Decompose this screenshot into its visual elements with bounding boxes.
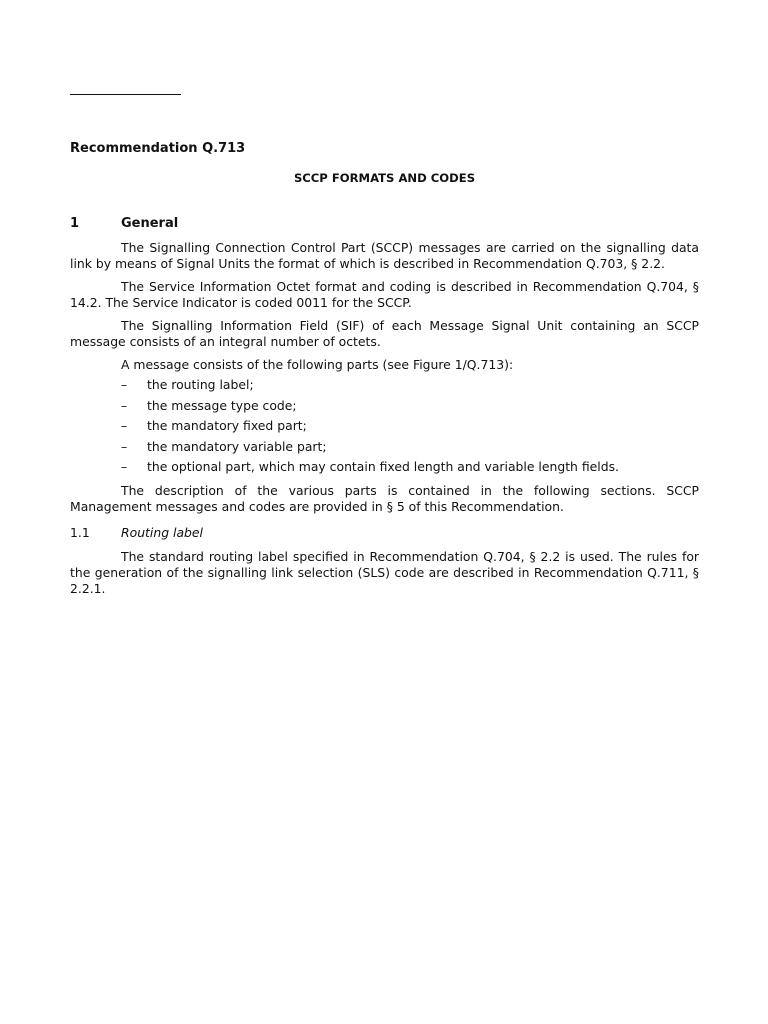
section-1-1-number: 1.1 — [70, 525, 90, 540]
paragraph-routing-label: The standard routing label specified in Recommendation Q.704, § 2.2 is used. The rules for the generation of the signalling link selection (SLS) code are described in Recommendation Q.711, § 2.2.1. — [70, 549, 699, 596]
paragraph-signalling-information-field: The Signalling Information Field (SIF) of each Message Signal Unit containing an SCCP message consists of an integral number of octets. — [70, 318, 699, 349]
document-title: SCCP FORMATS AND CODES — [293, 171, 476, 185]
list-item — [121, 398, 297, 413]
section-1-number: 1 — [70, 216, 80, 231]
list-item — [121, 418, 307, 433]
list-item-text: the optional part, which may contain fixed length and variable length fields. — [147, 459, 619, 474]
section-1-1-title: Routing label — [121, 525, 203, 540]
section-1-1-heading — [70, 525, 203, 540]
section-1-heading — [70, 216, 178, 231]
paragraph-description-sections: The description of the various parts is contained in the following sections. SCCP Management messages and codes are provided in § 5 of this Recommendation. — [70, 483, 699, 514]
list-item — [121, 377, 254, 392]
list-dash: – — [121, 377, 128, 392]
list-item-text: the mandatory fixed part; — [147, 418, 307, 433]
section-1-title: General — [121, 216, 179, 231]
list-item-text: the mandatory variable part; — [147, 439, 327, 454]
paragraph-service-information-octet: The Service Information Octet format and coding is described in Recommendation Q.704, § 14.2. The Service Indicator is coded 0011 for the SCCP. — [70, 279, 699, 310]
header-rule-line — [70, 94, 181, 95]
paragraph-message-parts-intro: A message consists of the following parts (see Figure 1/Q.713): — [121, 357, 514, 372]
list-item — [121, 459, 619, 474]
list-item — [121, 439, 327, 454]
list-item-text: the message type code; — [147, 398, 297, 413]
list-dash: – — [121, 398, 128, 413]
document-page — [70, 0, 699, 1024]
paragraph-sccp-messages: The Signalling Connection Control Part (SCCP) messages are carried on the signalling data link by means of Signal Units the format of which is described in Recommendation Q.703, § 2.2. — [70, 240, 699, 271]
list-dash: – — [121, 439, 128, 454]
list-dash: – — [121, 418, 128, 433]
recommendation-number: Recommendation Q.713 — [70, 141, 246, 156]
list-dash: – — [121, 459, 128, 474]
list-item-text: the routing label; — [147, 377, 254, 392]
